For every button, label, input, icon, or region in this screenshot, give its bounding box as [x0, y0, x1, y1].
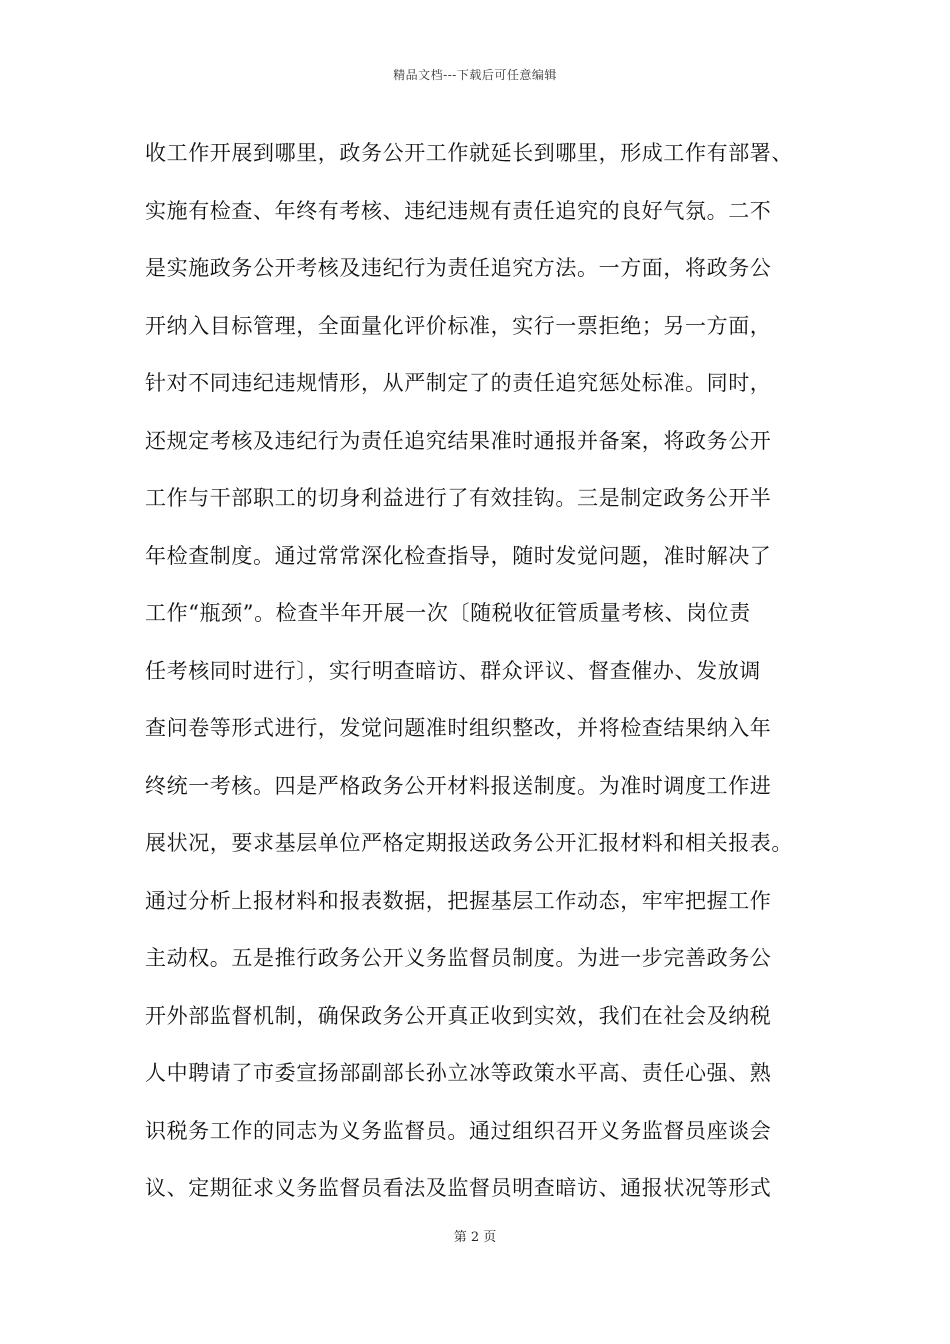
text-line: 展状况，要求基层单位严格定期报送政务公开汇报材料和相关报表。	[145, 831, 793, 855]
text-line: 还规定考核及违纪行为责任追究结果准时通报并备案，将政务公开	[145, 428, 772, 453]
text-line: 实施有检查、年终有考核、违纪违规有责任追究的良好气氛。二不	[145, 198, 772, 223]
text-line: 针对不同违纪违规情形，从严制定了的责任追究惩处标准。同时，	[145, 371, 772, 395]
text-line: 识税务工作的同志为义务监督员。通过组织召开义务监督员座谈会	[145, 1118, 772, 1143]
text-line: 议、定期征求义务监督员看法及监督员明查暗访、通报状况等形式	[145, 1176, 772, 1200]
text-line: 终统一考核。四是严格政务公开材料报送制度。为准时调度工作进	[145, 773, 772, 798]
page-header: 精品文档---下载后可任意编辑	[393, 68, 557, 82]
text-line: 工作“瓶颈”。检查半年开展一次〔随税收征管质量考核、岗位责	[145, 601, 751, 625]
text-line: 开外部监督机制，确保政务公开真正收到实效，我们在社会及纳税	[145, 1003, 772, 1028]
text-line: 通过分析上报材料和报表数据，把握基层工作动态，牢牢把握工作	[145, 888, 772, 913]
text-line: 开纳入目标管理，全面量化评价标准，实行一票拒绝；另一方面，	[145, 313, 772, 338]
text-line: 工作与干部职工的切身利益进行了有效挂钩。三是制定政务公开半	[145, 486, 772, 510]
text-line: 年检查制度。通过常常深化检查指导，随时发觉问题，准时解决了	[145, 543, 772, 568]
body-text	[145, 128, 825, 1221]
page-number: 第 2 页	[453, 1230, 497, 1245]
text-line: 主动权。五是推行政务公开义务监督员制度。为进一步完善政务公	[145, 946, 772, 970]
text-line: 收工作开展到哪里，政务公开工作就延长到哪里，形成工作有部署、	[145, 141, 793, 165]
text-line: 查问卷等形式进行，发觉问题准时组织整改，并将检查结果纳入年	[145, 716, 772, 740]
text-line: 任考核同时进行〕，实行明查暗访、群众评议、督查催办、发放调	[145, 658, 761, 683]
text-line: 人中聘请了市委宣扬部副部长孙立冰等政策水平高、责任心强、熟	[145, 1061, 772, 1085]
text-line: 是实施政务公开考核及违纪行为责任追究方法。一方面，将政务公	[145, 256, 772, 280]
